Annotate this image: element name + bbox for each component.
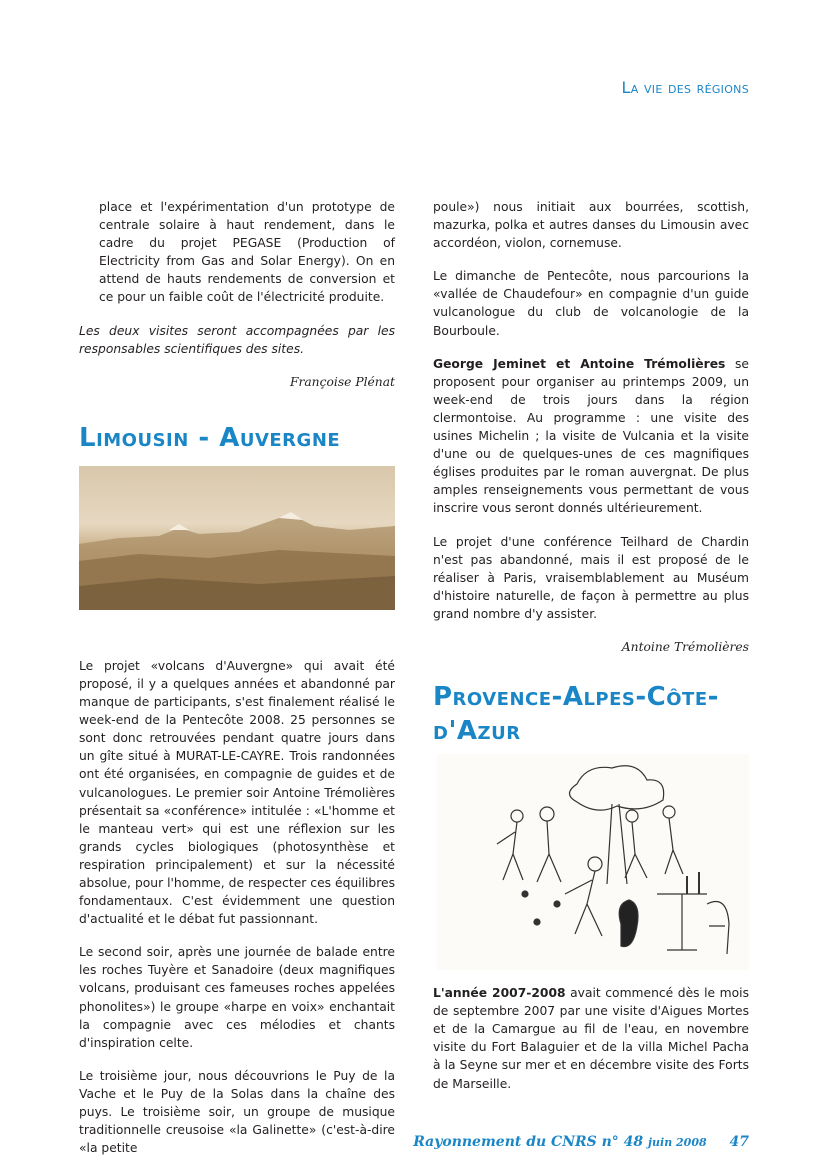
left-column (79, 198, 395, 1172)
page-footer (413, 1134, 749, 1150)
paragraph: poule») nous initiait aux bourrées, scottish, mazurka, polka et autres danses du Limousin avec accordéon, violon, cornemuse. (433, 200, 749, 251)
running-header: La vie des régions (621, 78, 749, 97)
volcano-landscape-image (79, 466, 395, 610)
landscape-photo (79, 466, 395, 610)
paragraph (433, 984, 749, 1093)
paragraph: Les deux visites seront accompagnées par les responsables scientifiques des sites. (79, 323, 395, 356)
petanque-sketch (437, 754, 749, 970)
paragraph-text: se proposent pour organiser au printemps 2009, un week-end de trois jours dans la région clermontoise. Au programme : une visite des usines Michelin ; la visite de Vulcania et la visite d'une ou de quelques-unes de ces magnifiques églises produites par le roman auvergnat. De plus amples renseignements vous permettant de vous inscrire vous seront donnés ultérieurement. (433, 356, 750, 516)
publication-name: Rayonnement du CNRS n° 48 (413, 1134, 644, 1150)
paragraph: Le dimanche de Pentecôte, nous parcourions la «vallée de Chaudefour» en compagnie d'un guide vulcanologue du club de volcanologie de la Bourboule. (433, 269, 749, 338)
paragraph-text: avait commencé dès le mois de septembre 2007 par une visite d'Aigues Mortes et de la Camargue au fil de l'eau, en novembre visite du Fort Balaguier et de la villa Michel Pacha à la Seyne sur mer et en décembre visite des Forts de Marseille. (433, 986, 749, 1091)
section-title-limousin: Limousin - Auvergne (79, 422, 341, 453)
paragraph: place et l'expérimentation d'un prototype de centrale solaire à haut rendement, dans le cadre du projet PEGASE (Production of Electricity from Gas and Solar Energy). On en attend de hauts rendements de conversion et ce pour un faible coût de l'électricité produite. (99, 200, 395, 305)
author-signature: Antoine Trémolières (621, 639, 749, 654)
paragraph: Le projet d'une conférence Teilhard de Chardin n'est pas abandonné, mais il est proposé de le réaliser à Paris, vraisemblablement au Muséum d'histoire naturelle, de façon à permettre au plus grand nombre d'y assister. (433, 534, 749, 621)
paragraph: Le second soir, après une journée de balade entre les roches Tuyère et Sanadoire (deux magnifiques volcans, produisant ces fameuses roches appelées phonolites») le groupe «harpe en voix» enchantait la compagnie avec ces mélodies et chants d'inspiration celte. (79, 945, 395, 1050)
paragraph: Le projet «volcans d'Auvergne» qui avait été proposé, il y a quelques années et abandonné par manque de participants, s'est finalement réalisé le week-end de la Pentecôte 2008. 25 personnes se sont donc retrouvées pendant quatre jours dans un gîte situé à MURAT-LE-CAYRE. Trois randonnées ont été organisées, en compagnie de guides et de vulcanologues. Le premier soir Antoine Trémolières présentait sa «conférence» intitulée : «L'homme et le manteau vert» qui est une réflexion sur les grands cycles biologiques (photosynthèse et respiration principalement) et sur la nécessité absolue, pour l'homme, de respecter ces équilibres fondamentaux. C'est évidemment une question d'actualité et le débat fut passionnant. (79, 658, 395, 927)
right-column (433, 198, 749, 1108)
publication-date: juin 2008 (648, 1136, 707, 1149)
petanque-drawing (437, 754, 749, 970)
paragraph (433, 355, 749, 518)
author-signature: Françoise Plénat (289, 374, 395, 389)
bold-names: George Jeminet et Antoine Trémolières (433, 356, 726, 371)
paragraph: Le troisième jour, nous découvrions le Puy de la Vache et le Puy de la Solas dans la chaîne des puys. Le troisième soir, un groupe de musique traditionnelle creusoise «la Galinette» (c'est-à-dire «la petite (79, 1068, 395, 1156)
bold-year: L'année 2007-2008 (433, 986, 566, 1001)
section-title-provence: Provence-Alpes-Côte-d'Azur (433, 682, 719, 747)
page-number: 47 (729, 1134, 749, 1150)
